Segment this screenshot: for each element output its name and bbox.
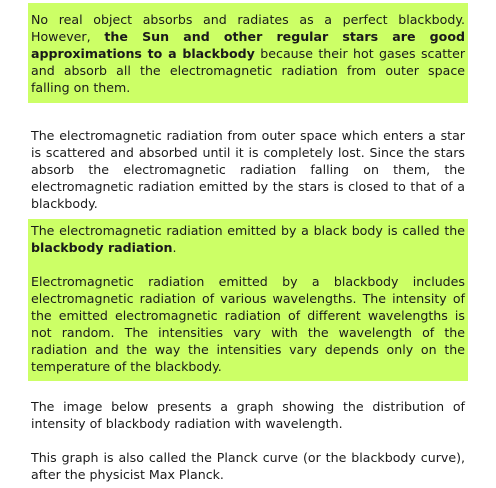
- paragraph-blackbody-radiation-definition: [31, 222, 465, 256]
- para3-text-before: The electromagnetic radiation emitted by a black body is called the: [31, 223, 465, 238]
- text-block-star-absorption: [28, 127, 468, 212]
- paragraph-blackbody-approximation: [31, 11, 465, 96]
- paragraph-planck-curve: This graph is also called the Planck curve (or the blackbody curve), after the physicist Max Planck.: [31, 450, 465, 482]
- highlight-box-blackbody-approximation: [28, 3, 468, 103]
- para1-text-after: because their hot gases scatter and absorb all the electromagnetic radiation from outer space falling on them.: [31, 46, 465, 95]
- highlight-box-blackbody-radiation: [28, 219, 468, 381]
- para3-bold-term: blackbody radiation: [31, 240, 173, 255]
- text-block-planck-curve: [28, 398, 468, 483]
- para3-text-after: .: [172, 240, 177, 255]
- paragraph-wavelength-intensity: Electromagnetic radiation emitted by a blackbody includes electromagnetic radiation of various wavelengths. The intensity of the emitted electromagnetic radiation of different wavelengths is not random. The intensities vary with the wavelength of the radiation and the way the intensities vary depends only on the temperature of the blackbody.: [31, 274, 465, 374]
- paragraph-graph-intro: The image below presents a graph showing the distribution of intensity of blackbody radiation with wavelength.: [31, 399, 465, 431]
- para1-bold-text: the Sun and other regular stars are good approximations to a blackbody: [31, 29, 465, 61]
- para1-text-before: No real object absorbs and radiates as a perfect blackbody. However,: [31, 12, 465, 44]
- paragraph-star-absorption: The electromagnetic radiation from outer space which enters a star is scattered and absorbed until it is completely lost. Since the stars absorb the electromagnetic radiation falling on them, the electromagnetic radiation emitted by the stars is closed to that of a blackbody.: [31, 128, 465, 211]
